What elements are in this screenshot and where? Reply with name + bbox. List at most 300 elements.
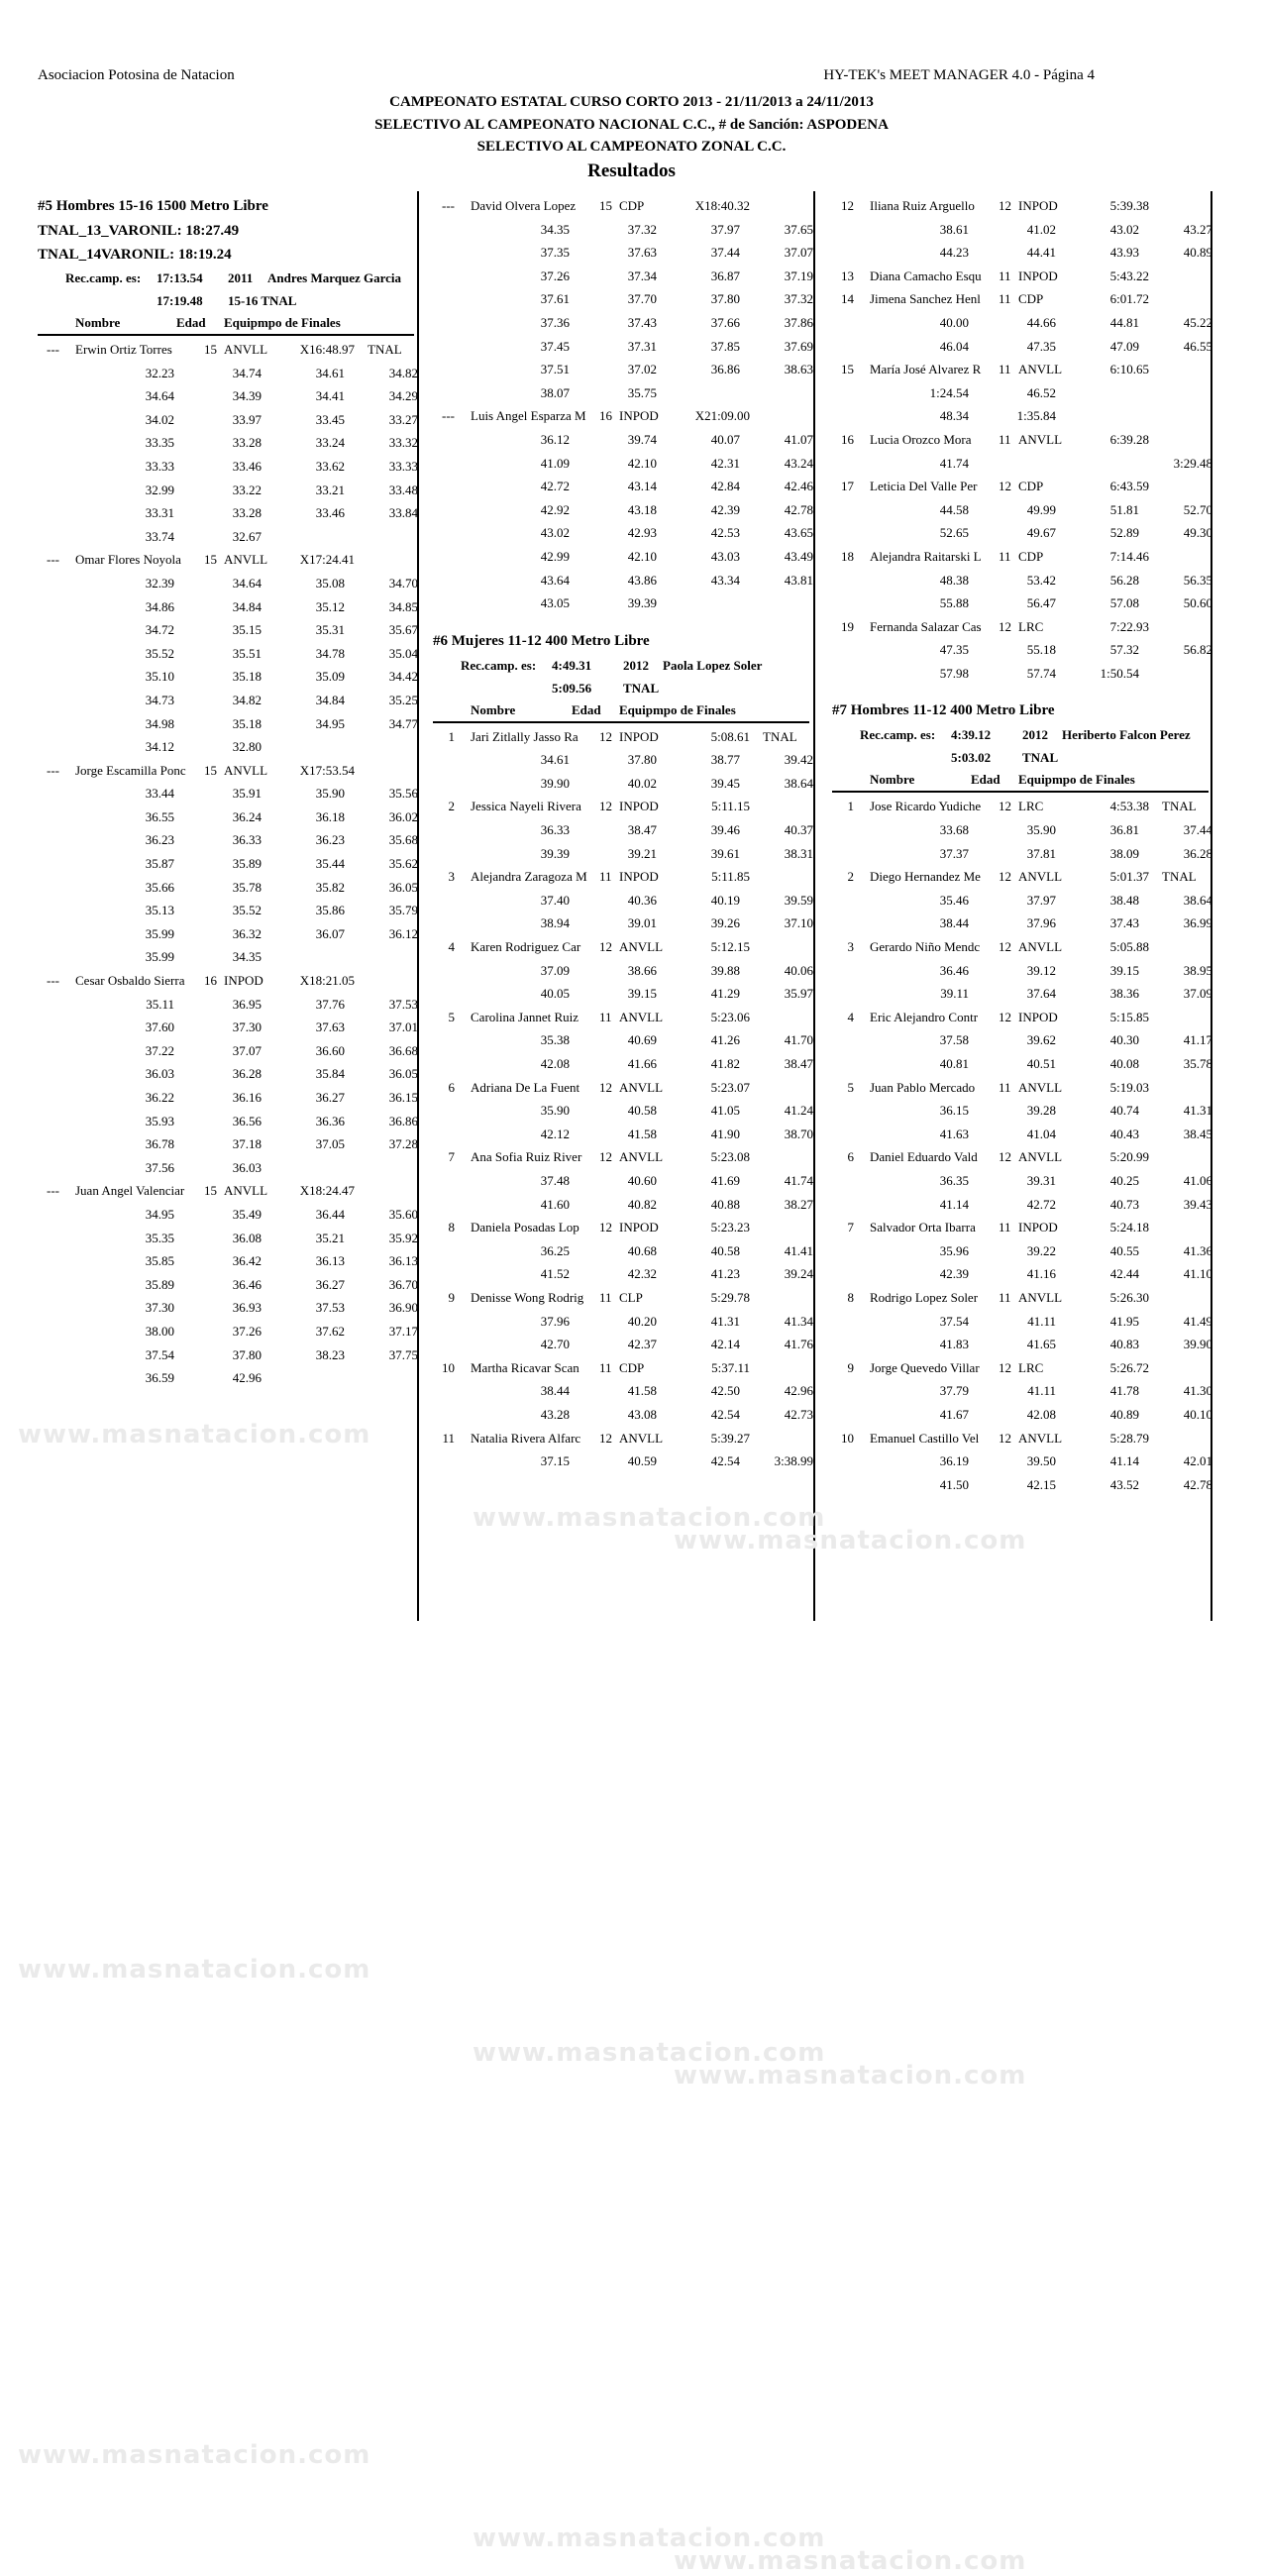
- swimmer-name: Lucia Orozco Mora: [870, 431, 972, 447]
- split-row: [832, 662, 1209, 686]
- place: 8: [847, 1289, 854, 1305]
- split-row: [38, 852, 418, 876]
- final-time: 7:14.46: [1109, 548, 1149, 564]
- split-time: 35.18: [232, 715, 262, 731]
- split-row: [38, 993, 418, 1017]
- split-time: 33.33: [388, 458, 418, 474]
- split-time: 38.00: [145, 1323, 174, 1339]
- split-time: 35.62: [388, 856, 418, 872]
- split-time: 39.12: [1026, 962, 1056, 978]
- team-code: ANVLL: [1018, 939, 1063, 955]
- split-time: 37.02: [627, 362, 657, 377]
- split-time: 3:29.48: [1173, 455, 1212, 471]
- watermark-text: www.masnatacion.com: [473, 2522, 826, 2553]
- split-time: 37.80: [627, 752, 657, 768]
- final-time: 5:11.85: [711, 869, 750, 885]
- split-row: [832, 218, 1212, 242]
- split-time: 56.82: [1183, 642, 1212, 658]
- split-row: [38, 1296, 418, 1320]
- split-time: 35.78: [1183, 1056, 1212, 1071]
- split-time: 3:38.99: [774, 1453, 813, 1469]
- split-row: [38, 525, 414, 549]
- split-time: 43.81: [784, 572, 813, 588]
- split-time: 38.66: [627, 962, 657, 978]
- final-time: 4:53.38: [1109, 799, 1149, 814]
- split-time: 43.08: [627, 1406, 657, 1422]
- split-time: 43.02: [540, 525, 570, 541]
- split-time: 34.78: [315, 645, 345, 661]
- split-time: 38.95: [1183, 962, 1212, 978]
- split-time: 40.68: [627, 1242, 657, 1258]
- split-time: 41.30: [1183, 1383, 1212, 1399]
- split-time: 34.61: [540, 752, 570, 768]
- split-time: 32.67: [232, 528, 262, 544]
- place: 14: [841, 291, 854, 307]
- split-time: 41.02: [1026, 221, 1056, 237]
- split-time: 38.23: [315, 1346, 345, 1362]
- split-row: [38, 1320, 418, 1343]
- split-time: 41.29: [710, 986, 740, 1002]
- split-time: 34.64: [145, 388, 174, 404]
- swimmer-name: Jessica Nayeli Rivera: [471, 799, 581, 814]
- place: 19: [841, 618, 854, 634]
- split-time: 41.83: [939, 1337, 969, 1352]
- split-time: 38.09: [1109, 845, 1139, 861]
- split-time: 37.69: [784, 338, 813, 354]
- split-row: [433, 748, 813, 772]
- watermark-text: www.masnatacion.com: [674, 1526, 1027, 1556]
- split-time: 40.08: [1109, 1056, 1139, 1071]
- split-time: 35.04: [388, 645, 418, 661]
- final-time: 5:23.07: [710, 1079, 750, 1095]
- split-time: 35.86: [315, 903, 345, 918]
- split-time: 42.31: [710, 455, 740, 471]
- split-time: 35.82: [315, 879, 345, 895]
- split-row: [433, 1028, 813, 1052]
- split-time: 36.28: [232, 1066, 262, 1082]
- team-code: INPOD: [619, 869, 659, 885]
- split-time: 35.52: [145, 645, 174, 661]
- split-time: 44.66: [1026, 314, 1056, 330]
- split-row: [433, 1333, 813, 1356]
- split-time: 55.88: [939, 595, 969, 611]
- split-time: 38.36: [1109, 986, 1139, 1002]
- split-time: 36.08: [232, 1230, 262, 1245]
- result-row: [433, 194, 809, 218]
- team-code: ANVLL: [619, 1009, 664, 1024]
- split-time: 41.63: [939, 1126, 969, 1141]
- split-row: [38, 384, 418, 408]
- split-time: 37.53: [315, 1300, 345, 1316]
- split-time: 40.30: [1109, 1032, 1139, 1048]
- split-row: [38, 782, 418, 805]
- split-row: [433, 287, 813, 311]
- split-time: 38.77: [710, 752, 740, 768]
- split-time: 35.10: [145, 669, 174, 685]
- split-time: 41.10: [1183, 1266, 1212, 1282]
- split-time: 46.52: [1026, 384, 1056, 400]
- split-time: 37.54: [145, 1346, 174, 1362]
- split-time: 41.07: [784, 431, 813, 447]
- split-time: 33.46: [232, 458, 262, 474]
- split-row: [38, 642, 418, 666]
- final-time: 6:10.65: [1109, 362, 1149, 377]
- split-time: 37.64: [1026, 986, 1056, 1002]
- team-code: ANVLL: [1018, 869, 1063, 885]
- record-label: Rec.camp. es:: [65, 270, 142, 285]
- final-time: 5:23.08: [710, 1149, 750, 1165]
- swimmer-name: Juan Angel Valenciar: [75, 1183, 185, 1199]
- record-time: 4:39.12: [951, 727, 992, 743]
- split-time: 42.73: [784, 1406, 813, 1422]
- watermark-text: www.masnatacion.com: [473, 2037, 826, 2068]
- split-time: 37.40: [540, 892, 570, 908]
- split-time: 43.49: [784, 548, 813, 564]
- place: 6: [847, 1149, 854, 1165]
- swimmer-age: 12: [599, 1079, 612, 1095]
- header-team-time: Equipmpo de Finales: [619, 701, 736, 717]
- header-name: Nombre: [75, 315, 121, 330]
- split-time: 56.35: [1183, 572, 1212, 588]
- split-time: 48.34: [939, 408, 969, 424]
- split-time: 40.59: [627, 1453, 657, 1469]
- split-time: 46.04: [939, 338, 969, 354]
- team-code: ANVLL: [224, 1183, 268, 1199]
- team-code: ANVLL: [619, 1149, 664, 1165]
- split-time: 35.09: [315, 669, 345, 685]
- time-standard-row: [433, 677, 809, 699]
- split-time: 39.90: [1183, 1337, 1212, 1352]
- split-time: 32.99: [145, 482, 174, 497]
- split-row: [433, 591, 809, 615]
- split-time: 36.19: [939, 1453, 969, 1469]
- split-time: 35.38: [540, 1032, 570, 1048]
- split-time: 40.07: [710, 431, 740, 447]
- watermark-text: www.masnatacion.com: [18, 1954, 371, 1985]
- split-time: 40.81: [939, 1056, 969, 1071]
- swimmer-name: Jorge Quevedo Villar: [870, 1359, 980, 1375]
- split-row: [433, 842, 813, 866]
- final-time: 5:28.79: [1109, 1430, 1149, 1446]
- split-time: 34.35: [540, 221, 570, 237]
- split-time: 35.90: [540, 1103, 570, 1119]
- time-standard-row: [38, 289, 414, 312]
- split-row: [433, 959, 813, 983]
- split-time: 36.60: [315, 1042, 345, 1058]
- split-time: 39.28: [1026, 1103, 1056, 1119]
- split-time: 40.55: [1109, 1242, 1139, 1258]
- split-time: 35.46: [939, 892, 969, 908]
- split-row: [832, 1193, 1212, 1217]
- split-time: 37.17: [388, 1323, 418, 1339]
- split-time: 43.18: [627, 501, 657, 517]
- swimmer-name: Natalia Rivera Alfarc: [471, 1430, 581, 1446]
- split-time: 34.82: [388, 365, 418, 380]
- split-time: 39.39: [540, 845, 570, 861]
- split-time: 35.91: [232, 786, 262, 802]
- split-time: 41.41: [784, 1242, 813, 1258]
- split-time: 37.44: [1183, 822, 1212, 838]
- final-time: 6:01.72: [1109, 291, 1149, 307]
- place: ---: [442, 198, 455, 213]
- place: ---: [442, 408, 455, 424]
- split-time: 37.70: [627, 291, 657, 307]
- results-column-header: [433, 699, 809, 723]
- swimmer-age: 15: [204, 552, 217, 568]
- split-row: [433, 521, 813, 545]
- split-time: 55.18: [1026, 642, 1056, 658]
- split-row: [832, 335, 1212, 359]
- split-row: [832, 959, 1212, 983]
- team-code: INPOD: [619, 408, 659, 424]
- split-time: 40.00: [939, 314, 969, 330]
- split-row: [433, 1169, 813, 1193]
- team-code: CDP: [1018, 548, 1044, 564]
- result-row: [832, 287, 1209, 311]
- swimmer-name: Karen Rodriguez Car: [471, 939, 581, 955]
- team-code: INPOD: [619, 728, 659, 744]
- split-time: 34.35: [232, 949, 262, 965]
- final-time: 5:12.15: [710, 939, 750, 955]
- split-time: 41.11: [1027, 1313, 1056, 1329]
- team-code: ANVLL: [1018, 1430, 1063, 1446]
- split-row: [38, 362, 418, 385]
- split-time: 34.41: [315, 388, 345, 404]
- split-time: 40.02: [627, 775, 657, 791]
- split-time: 32.39: [145, 575, 174, 590]
- split-time: 35.90: [315, 786, 345, 802]
- split-row: [38, 1016, 418, 1039]
- split-time: 42.92: [540, 501, 570, 517]
- split-time: 33.22: [232, 482, 262, 497]
- split-time: 35.85: [145, 1253, 174, 1269]
- swimmer-name: Salvador Orta Ibarra: [870, 1220, 976, 1235]
- split-time: 42.12: [540, 1126, 570, 1141]
- split-time: 43.64: [540, 572, 570, 588]
- split-time: 37.63: [315, 1020, 345, 1035]
- swimmer-age: 12: [599, 1149, 612, 1165]
- split-time: 35.52: [232, 903, 262, 918]
- split-time: 40.69: [627, 1032, 657, 1048]
- software-page-label: HY-TEK's MEET MANAGER 4.0 - Página 4: [823, 67, 1095, 83]
- split-time: 43.02: [1109, 221, 1139, 237]
- split-time: 39.50: [1026, 1453, 1056, 1469]
- split-time: 37.15: [540, 1453, 570, 1469]
- place: 2: [847, 869, 854, 885]
- split-row: [433, 982, 813, 1006]
- split-row: [832, 1052, 1212, 1076]
- split-row: [433, 358, 813, 381]
- split-time: 37.96: [540, 1313, 570, 1329]
- split-time: 42.15: [1026, 1476, 1056, 1492]
- split-time: 35.89: [145, 1276, 174, 1292]
- watermark-text: www.masnatacion.com: [674, 2061, 1027, 2092]
- split-time: 37.61: [540, 291, 570, 307]
- place: 5: [448, 1009, 455, 1024]
- split-row: [433, 498, 813, 522]
- team-code: ANVLL: [224, 762, 268, 778]
- split-time: 36.59: [145, 1370, 174, 1386]
- team-code: ANVLL: [224, 552, 268, 568]
- swimmer-age: 11: [999, 1079, 1011, 1095]
- split-row: [433, 218, 813, 242]
- split-time: 41.76: [784, 1337, 813, 1352]
- split-row: [433, 818, 813, 842]
- split-time: 41.58: [627, 1383, 657, 1399]
- split-row: [38, 1273, 418, 1297]
- split-time: 33.45: [315, 411, 345, 427]
- split-time: 37.54: [939, 1313, 969, 1329]
- final-time: 5:26.30: [1109, 1289, 1149, 1305]
- split-row: [433, 545, 813, 569]
- split-time: 45.22: [1183, 314, 1212, 330]
- spacer: [433, 615, 809, 629]
- split-time: 39.45: [710, 775, 740, 791]
- split-time: 36.35: [939, 1172, 969, 1188]
- split-time: 36.05: [388, 879, 418, 895]
- split-row: [38, 828, 418, 852]
- swimmer-name: Gerardo Niño Mendc: [870, 939, 981, 955]
- split-time: 39.46: [710, 822, 740, 838]
- result-row: [38, 548, 414, 572]
- split-time: 49.67: [1026, 525, 1056, 541]
- split-time: 35.68: [388, 832, 418, 848]
- split-time: 41.95: [1109, 1313, 1139, 1329]
- split-time: 39.43: [1183, 1196, 1212, 1212]
- split-time: 36.22: [145, 1090, 174, 1105]
- split-time: 35.31: [315, 622, 345, 638]
- team-code: ANVLL: [224, 342, 268, 357]
- split-time: 47.35: [1026, 338, 1056, 354]
- split-time: 36.44: [315, 1206, 345, 1222]
- split-time: 43.03: [710, 548, 740, 564]
- split-time: 36.12: [540, 431, 570, 447]
- final-time: X17:53.54: [299, 762, 355, 778]
- split-row: [832, 889, 1212, 912]
- split-time: 40.89: [1183, 245, 1212, 261]
- split-time: 41.49: [1183, 1313, 1212, 1329]
- header-team-time: Equipmpo de Finales: [224, 315, 341, 330]
- split-time: 32.23: [145, 365, 174, 380]
- result-row: [38, 759, 414, 783]
- split-row: [433, 1310, 813, 1334]
- split-time: 37.28: [388, 1136, 418, 1152]
- split-time: 35.21: [315, 1230, 345, 1245]
- split-time: 41.05: [710, 1103, 740, 1119]
- final-time: 5:08.61: [710, 728, 750, 744]
- result-row: [832, 795, 1209, 818]
- split-time: 39.31: [1026, 1172, 1056, 1188]
- place: 11: [442, 1430, 455, 1446]
- split-time: 43.93: [1109, 245, 1139, 261]
- split-time: 37.07: [232, 1042, 262, 1058]
- split-row: [38, 572, 418, 595]
- split-time: 39.22: [1026, 1242, 1056, 1258]
- split-time: 40.20: [627, 1313, 657, 1329]
- split-time: 36.46: [232, 1276, 262, 1292]
- split-time: 37.80: [232, 1346, 262, 1362]
- split-row: [38, 899, 418, 922]
- split-time: 41.04: [1026, 1126, 1056, 1141]
- split-time: 42.39: [939, 1266, 969, 1282]
- column-divider: [813, 191, 815, 1621]
- split-time: 36.81: [1109, 822, 1139, 838]
- split-row: [433, 1239, 813, 1263]
- place: ---: [47, 973, 59, 989]
- split-time: 42.72: [540, 479, 570, 494]
- split-time: 39.15: [1109, 962, 1139, 978]
- split-time: 46.55: [1183, 338, 1212, 354]
- result-row: [433, 1286, 809, 1310]
- split-time: 35.93: [145, 1113, 174, 1128]
- split-time: 35.11: [146, 996, 174, 1012]
- split-time: 43.28: [540, 1406, 570, 1422]
- split-time: 37.81: [1026, 845, 1056, 861]
- split-time: 38.07: [540, 384, 570, 400]
- split-time: 34.95: [315, 715, 345, 731]
- split-time: 37.51: [540, 362, 570, 377]
- split-time: 37.43: [1109, 915, 1139, 931]
- result-row: [832, 428, 1209, 452]
- split-row: [433, 381, 809, 405]
- split-time: 39.88: [710, 962, 740, 978]
- team-code: INPOD: [619, 1220, 659, 1235]
- split-time: 35.96: [939, 1242, 969, 1258]
- split-time: 41.16: [1026, 1266, 1056, 1282]
- team-code: LRC: [1018, 1359, 1044, 1375]
- result-row: [433, 725, 809, 749]
- split-time: 41.23: [710, 1266, 740, 1282]
- split-row: [433, 912, 813, 935]
- team-code: INPOD: [224, 973, 263, 989]
- swimmer-age: 12: [599, 1430, 612, 1446]
- split-time: 34.86: [145, 598, 174, 614]
- split-time: 34.29: [388, 388, 418, 404]
- split-time: 38.63: [784, 362, 813, 377]
- split-time: 36.23: [315, 832, 345, 848]
- split-time: 35.44: [315, 856, 345, 872]
- split-time: 42.78: [1183, 1476, 1212, 1492]
- split-time: 36.36: [315, 1113, 345, 1128]
- split-row: [38, 1086, 418, 1110]
- split-time: 34.42: [388, 669, 418, 685]
- split-time: 39.61: [710, 845, 740, 861]
- split-row: [832, 842, 1212, 866]
- split-time: 51.81: [1109, 501, 1139, 517]
- results-column-1: [18, 194, 418, 2470]
- split-row: [832, 1239, 1212, 1263]
- place: ---: [47, 342, 59, 357]
- place: 10: [442, 1359, 455, 1375]
- split-time: 57.08: [1109, 595, 1139, 611]
- split-time: 41.50: [939, 1476, 969, 1492]
- split-time: 1:35.84: [1016, 408, 1056, 424]
- split-row: [832, 1473, 1212, 1497]
- split-time: 39.21: [627, 845, 657, 861]
- place: ---: [47, 1183, 59, 1199]
- results-column-header: [832, 769, 1209, 793]
- split-time: 35.92: [388, 1230, 418, 1245]
- split-time: 43.86: [627, 572, 657, 588]
- swimmer-age: 11: [999, 291, 1011, 307]
- split-row: [832, 818, 1212, 842]
- split-time: 37.26: [232, 1323, 262, 1339]
- split-time: 34.98: [145, 715, 174, 731]
- split-time: 34.73: [145, 692, 174, 707]
- split-row: [832, 241, 1212, 265]
- place: 9: [847, 1359, 854, 1375]
- split-time: 36.27: [315, 1090, 345, 1105]
